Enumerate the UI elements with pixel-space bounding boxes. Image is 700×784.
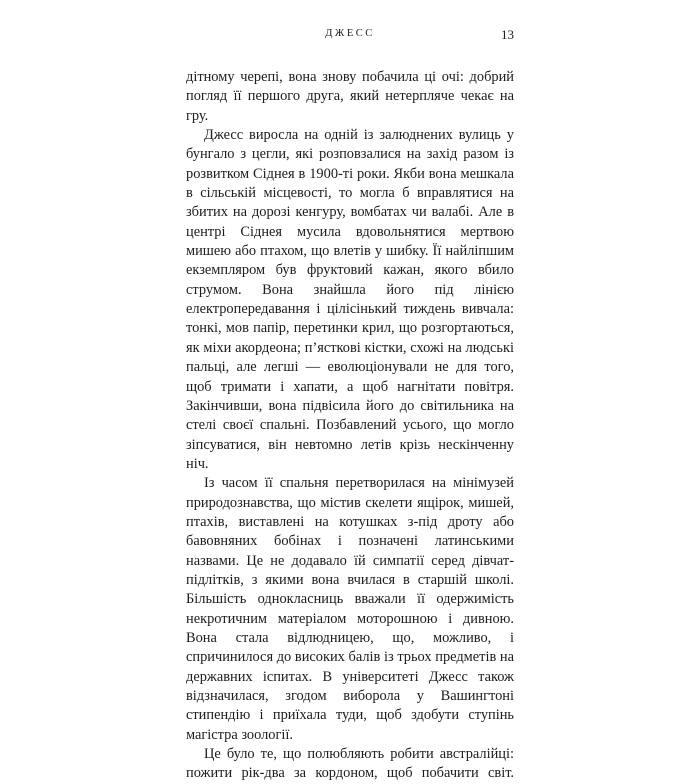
running-head (186, 27, 514, 43)
paragraph: Джесс виросла на одній із залюднених вулиць у бунгало з цегли, які розповзалися на захід разом із розвитком Сіднея в 1900-ті роки. Якби вона мешкала в сільській місцевості, то могла б вправлятися на збитих на дорозі кенгуру, вомбатах чи валабі. Але в центрі Сіднея мусила вдовольнятися мертвою мишею або птахом, що влетів у шибку. Її найліпшим екземпляром був фруктовий кажан, якого вбило струмом. Вона знайшла його під лінією електропередавання і цілісінький тиждень вивчала: тонкі, мов папір, перетинки крил, що розгортаються, як міхи акордеона; п’ясткові кістки, схожі на людські пальці, але легші — еволюціонували не для того, щоб тримати і хапати, а щоб нагнітати повітря. Закінчивши, вона підвісила його до світильника на стелі своєї спальні. Позбавлений усього, що могло зіпсуватися, він невтомно летів крізь нескінченну ніч. (186, 127, 514, 472)
page-number: 13 (501, 27, 514, 42)
running-title: ДЖЕСС (325, 28, 375, 39)
paragraph-continuation: дітному черепі, вона знову побачила ці очі: добрий погляд її першого друга, який нетерпляче чекає на гру. (186, 69, 514, 124)
paragraph: Із часом її спальня перетворилася на мінімузей природознавства, що містив скелети ящірок, мишей, птахів, виставлені на котушках з-під дроту або бавовняних бобінах і позначені латинськими назвами. Це не додавало їй симпатії серед дівчат-підлітків, з якими вона вчилася в старшій школі. Більшість однокласниць вважали її одержимість некротичним матеріалом моторошною і дивною. Вона стала відлюдницею, що, можливо, і спричинилося до високих балів із трьох предметів на державних іспитах. В університеті Джесс також відзначилася, згодом виборола у Вашингтоні стипендію і приїхала туди, щоб здобути ступінь магістра зоології. (186, 475, 514, 743)
body-text (186, 68, 514, 784)
paragraph: Це було те, що полюбляють робити австралійці: пожити рік-два за кордоном, щоб побачити світ. (186, 746, 514, 782)
